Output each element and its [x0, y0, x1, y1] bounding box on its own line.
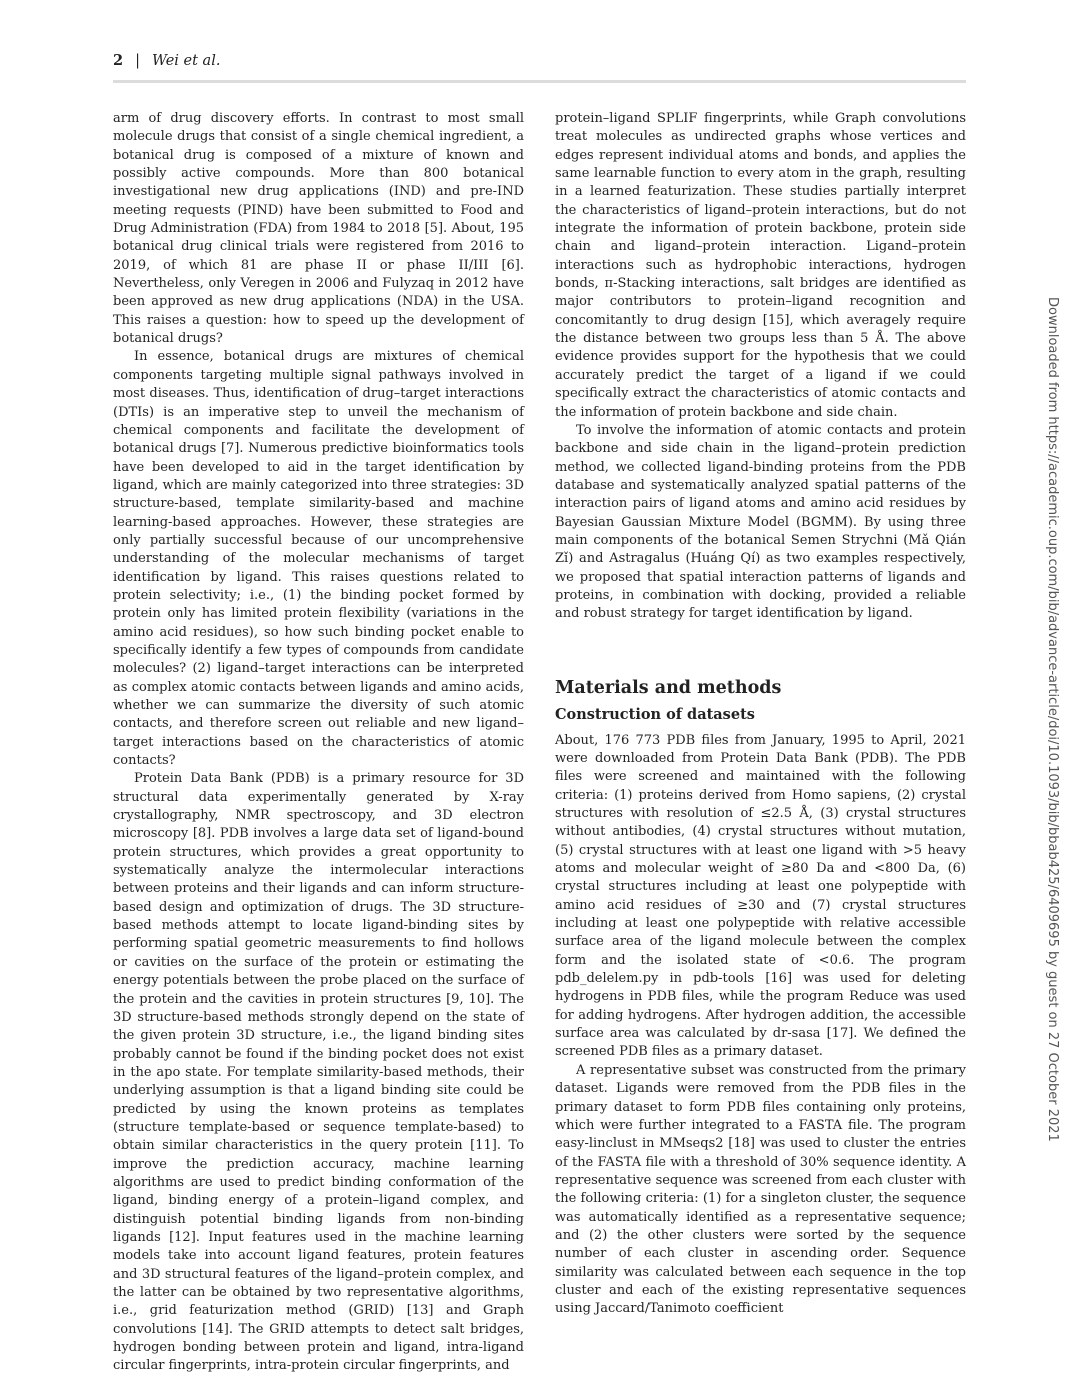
left-column — [113, 110, 524, 1376]
right-paragraph-4: A representative subset was constructed from the primary dataset. Ligands were removed from the PDB files in the primary dataset to form PDB files containing only proteins, which were further integrated to a FASTA file. The program easy-linclust in MMseqs2 [18] was used to cluster the entries of the FASTA file with a threshold of 30% sequence identity. A representative sequence was screened from each cluster with the following criteria: (1) for a singleton cluster, the sequence was automatically identified as a representative sequence; and (2) the other clusters were sorted by the sequence number of each cluster in ascending order. Sequence similarity was calculated between each sequence in the top cluster and each of the existing representative sequences using Jaccard/Tanimoto coefficient — [555, 1062, 966, 1317]
right-column — [555, 110, 966, 1319]
right-paragraph-2: To involve the information of atomic contacts and protein backbone and side chain in the ligand–protein prediction method, we collected ligand-binding proteins from the PDB database and systematically analyzed spatial patterns of the interaction pairs of ligand atoms and amino acid residues by Bayesian Gaussian Mixture Model (BGMM). By using three main components of the botanical Semen Strychni (Mǎ Qián Zǐ) and Astragalus (Huáng Qí) as two examples respectively, we proposed that spatial interaction patterns of ligands and proteins, in combination with docking, provided a reliable and robust strategy for target identification by ligand. — [555, 422, 966, 622]
download-watermark — [1045, 297, 1060, 1142]
header-separator: | — [135, 53, 140, 69]
page-header — [113, 52, 966, 82]
header-rule — [113, 80, 966, 83]
page-number: 2 — [113, 52, 124, 69]
download-watermark-text: Downloaded from https://academic.oup.com/bib/advance-article/doi/10.1093/bib/bbab425/6409695 by guest on 27 October 2021 — [1045, 297, 1060, 1142]
section-title: Materials and methods — [555, 677, 782, 698]
right-paragraph-1: protein–ligand SPLIF fingerprints, while Graph convolutions treat molecules as undirected graphs whose vertices and edges represent individual atoms and bonds, and applies the same learnable function to every atom in the graph, resulting in a learned featurization. These studies partially interpret the characteristics of ligand–protein interactions, but do not integrate the information of protein backbone, protein side chain and ligand–protein interaction. Ligand–protein interactions such as hydrophobic interactions, hydrogen bonds, π-Stacking interactions, salt bridges are identified as major contributors to protein–ligand recognition and concomitantly to drug design [15], which averagely require the distance between two groups less than 5 Å. The above evidence provides support for the hypothesis that we could accurately predict the target of a ligand if we could specifically extract the characteristics of atomic contacts and the information of protein backbone and side chain. — [555, 111, 966, 420]
section-spacer — [555, 624, 966, 676]
left-paragraph-2: In essence, botanical drugs are mixtures of chemical components targeting multiple signal pathways involved in most diseases. Thus, identification of drug–target interactions (DTIs) is an imperative step to unveil the mechanism of chemical components and facilitate the development of botanical drugs [7]. Numerous predictive bioinformatics tools have been developed to aid in the target identification by ligand, which are mainly categorized into three strategies: 3D structure-based, template similarity-based and machine learning-based approaches. However, these strategies are only partially successful because of our uncomprehensive understanding of the molecular mechanisms of target identification by ligand. This raises questions related to protein selectivity; i.e., (1) the binding pocket formed by protein only has limited protein flexibility (variations in the amino acid residues), so how such binding pocket enable to specifically identify a few types of compounds from candidate molecules? (2) ligand–target interactions can be interpreted as complex atomic contacts between ligands and amino acids, whether we can summarize the diversity of such atomic contacts, and therefore screen out reliable and new ligand–target interactions based on the characteristics of atomic contacts? — [113, 349, 524, 769]
right-paragraph-3: About, 176 773 PDB files from January, 1995 to April, 2021 were downloaded from Protein Data Bank (PDB). The PDB files were screened and maintained with the following criteria: (1) proteins derived from Homo sapiens, (2) crystal structures with resolution of ≤2.5 Å, (3) crystal structures without antibodies, (4) crystal structures without mutation, (5) crystal structures with at least one ligand with >5 heavy atoms and molecular weight of ≥80 Da and <800 Da, (6) crystal structures including at least one polypeptide with amino acid residues of ≥30 and (7) crystal structures including at least one polypeptide with relative accessible surface area of the ligand molecule between the complex form and the isolated state of <0.6. The program pdb_delelem.py in pdb-tools [16] was used for deleting hydrogens in PDB files, while the program Reduce was used for adding hydrogens. After hydrogen addition, the accessible surface area was calculated by dr-sasa [17]. We defined the screened PDB files as a primary dataset. — [555, 732, 966, 1060]
header-authors: Wei et al. — [151, 53, 221, 69]
left-paragraph-3: Protein Data Bank (PDB) is a primary resource for 3D structural data experimentally generated by X-ray crystallography, NMR spectroscopy, and 3D electron microscopy [8]. PDB involves a large data set of ligand-bound protein structures, which provides a great opportunity to systematically analyze the intermolecular interactions between proteins and their ligands and can inform structure-based design and optimization of drugs. The 3D structure-based methods attempt to locate ligand-binding sites by performing spatial geometric measurements to find hollows or cavities on the surface of the protein or estimating the energy potentials between the probe placed on the surface of the protein and the cavities in protein structures [9, 10]. The 3D structure-based methods strongly depend on the state of the given protein 3D structure, i.e., the ligand binding sites probably cannot be found if the binding pocket does not exist in the apo state. For template similarity-based methods, their underlying assumption is that a ligand binding site could be predicted by using the known proteins as templates (structure template-based or sequence template-based) to obtain similar characteristics in the query protein [11]. To improve the prediction accuracy, machine learning algorithms are used to predict binding conformation of the ligand, binding energy of a protein–ligand complex, and distinguish potential binding ligands from non-binding ligands [12]. Input features used in the machine learning models take into account ligand features, protein features and 3D structural features of the ligand–protein complex, and the latter can be obtained by two representative algorithms, i.e., grid featurization method (GRID) [13] and Graph convolutions [14]. The GRID attempts to detect salt bridges, hydrogen bonding between protein and ligand, intra-ligand circular fingerprints, intra-protein circular fingerprints, and — [113, 771, 524, 1374]
left-paragraph-1: arm of drug discovery efforts. In contrast to most small molecule drugs that consist of a single chemical ingredient, a botanical drug is composed of a mixture of known and possibly active compounds. More than 800 botanical investigational new drug applications (IND) and pre-IND meeting requests (PIND) have been submitted to Food and Drug Administration (FDA) from 1984 to 2018 [5]. About, 195 botanical drug clinical trials were registered from 2016 to 2019, of which 81 are phase II or phase II/III [6]. Nevertheless, only Veregen in 2006 and Fulyzaq in 2012 have been approved as new drug applications (NDA) in the USA. This raises a question: how to speed up the development of botanical drugs? — [113, 111, 524, 347]
subsection-title: Construction of datasets — [555, 705, 755, 723]
